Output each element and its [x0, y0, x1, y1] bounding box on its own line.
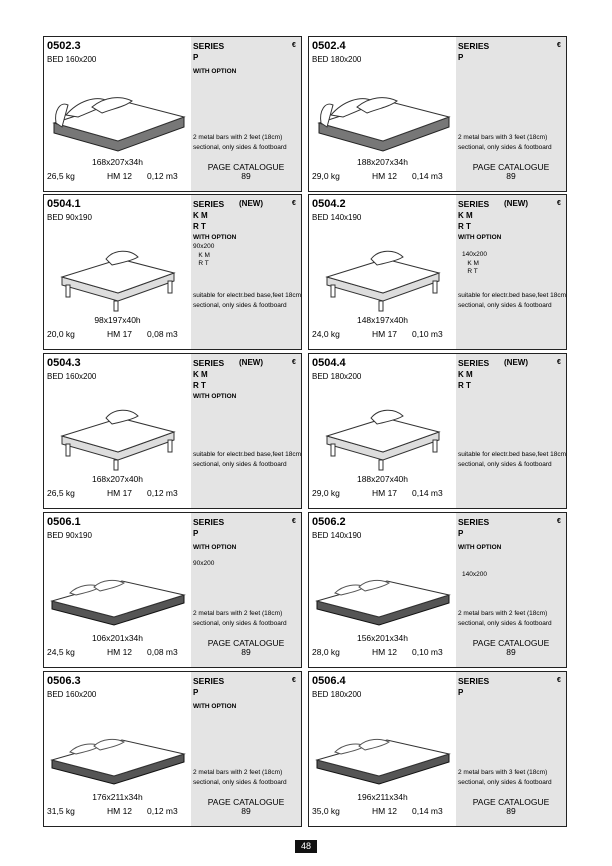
page-catalogue-label: PAGE CATALOGUE	[472, 638, 550, 648]
hm-code: HM 12	[372, 171, 398, 181]
dimensions: 168x207x40h	[91, 474, 144, 484]
weight: 28,0 kg	[312, 647, 340, 657]
product-description: BED 180x200	[312, 372, 362, 381]
volume: 0,14 m3	[412, 488, 443, 498]
hm-code: HM 12	[372, 806, 398, 816]
new-badge: (NEW)	[239, 199, 263, 208]
volume: 0,08 m3	[147, 647, 178, 657]
product-note: 2 metal bars with 3 feet (18cm) sectional, only sides & footboard	[458, 769, 552, 786]
low-platform-bed-icon	[48, 547, 188, 631]
page-catalogue-number: 89	[506, 171, 516, 181]
volume: 0,14 m3	[412, 171, 443, 181]
page-catalogue	[191, 163, 301, 181]
product-description: BED 90x190	[47, 213, 92, 222]
product-note: 2 metal bars with 2 feet (18cm) sectional, only sides & footboard	[193, 610, 287, 627]
volume: 0,10 m3	[412, 647, 443, 657]
dimensions: 176x211x34h	[92, 792, 143, 802]
product-card	[43, 36, 302, 192]
product-code: 0504.4	[312, 357, 346, 369]
page-catalogue	[191, 798, 301, 816]
dimensions: 156x201x34h	[356, 633, 409, 643]
product-card	[43, 194, 302, 350]
series-codes: P	[458, 53, 464, 62]
weight: 29,0 kg	[312, 488, 340, 498]
product-card	[43, 671, 302, 827]
option-label: WITH OPTION	[193, 234, 237, 241]
dimensions: 188x207x34h	[356, 157, 409, 167]
euro-sign: €	[557, 677, 561, 684]
page-catalogue-number: 89	[506, 806, 516, 816]
new-badge: (NEW)	[504, 199, 528, 208]
series-codes: P	[458, 688, 464, 697]
bed-on-legs-icon	[48, 229, 188, 313]
product-code: 0506.1	[47, 516, 81, 528]
product-description: BED 160x200	[47, 55, 97, 64]
weight: 26,5 kg	[47, 171, 75, 181]
series-label: SERIES	[193, 517, 225, 527]
series-codes: K M R T	[458, 211, 473, 231]
product-card	[308, 36, 567, 192]
euro-sign: €	[292, 42, 296, 49]
product-note: 2 metal bars with 3 feet (18cm) sectional, only sides & footboard	[458, 134, 552, 151]
new-badge: (NEW)	[504, 358, 528, 367]
series-codes: K M R T	[458, 370, 473, 390]
dimensions: 106x201x34h	[91, 633, 144, 643]
bed-on-legs-icon	[313, 229, 453, 313]
euro-sign: €	[557, 200, 561, 207]
page-catalogue-label: PAGE CATALOGUE	[207, 162, 285, 172]
volume: 0,12 m3	[147, 171, 178, 181]
series-codes: P	[458, 529, 464, 538]
product-code: 0502.3	[47, 40, 81, 52]
option-values: 140x200 K M R T	[462, 251, 487, 275]
weight: 29,0 kg	[312, 171, 340, 181]
product-description: BED 160x200	[47, 372, 97, 381]
bed-on-legs-icon	[313, 388, 453, 472]
product-code: 0504.3	[47, 357, 81, 369]
dimensions: 98x197x40h	[94, 315, 141, 325]
series-label: SERIES	[193, 358, 225, 368]
euro-sign: €	[292, 200, 296, 207]
hm-code: HM 17	[372, 329, 398, 339]
series-label: SERIES	[458, 41, 490, 51]
euro-sign: €	[557, 518, 561, 525]
hm-code: HM 12	[107, 806, 133, 816]
bed-with-pillows-icon	[48, 71, 188, 155]
page-catalogue-label: PAGE CATALOGUE	[472, 162, 550, 172]
option-label: WITH OPTION	[193, 703, 237, 710]
series-codes: P	[193, 53, 199, 62]
weight: 24,0 kg	[312, 329, 340, 339]
bed-with-pillows-icon	[313, 71, 453, 155]
product-note: suitable for electr.bed base,feet 18cm sectional, only sides & footboard	[458, 292, 567, 309]
new-badge: (NEW)	[239, 358, 263, 367]
euro-sign: €	[292, 359, 296, 366]
euro-sign: €	[292, 677, 296, 684]
weight: 35,0 kg	[312, 806, 340, 816]
low-platform-bed-icon	[48, 706, 188, 790]
dimensions: 168x207x34h	[91, 157, 144, 167]
product-code: 0506.3	[47, 675, 81, 687]
product-card	[308, 512, 567, 668]
page-catalogue-label: PAGE CATALOGUE	[207, 797, 285, 807]
page-catalogue	[456, 163, 566, 181]
page-catalogue-label: PAGE CATALOGUE	[207, 638, 285, 648]
series-label: SERIES	[458, 199, 490, 209]
option-label: WITH OPTION	[193, 393, 237, 400]
volume: 0,12 m3	[147, 488, 178, 498]
hm-code: HM 17	[107, 488, 133, 498]
dimensions: 188x207x40h	[356, 474, 409, 484]
product-description: BED 180x200	[312, 690, 362, 699]
option-label: WITH OPTION	[458, 234, 502, 241]
product-code: 0502.4	[312, 40, 346, 52]
euro-sign: €	[292, 518, 296, 525]
page-catalogue-number: 89	[506, 647, 516, 657]
option-values: 140x200	[462, 571, 487, 578]
dimensions: 196x211x34h	[357, 792, 408, 802]
low-platform-bed-icon	[313, 547, 453, 631]
option-values: 90x200 K M R T	[193, 243, 215, 267]
weight: 20,0 kg	[47, 329, 75, 339]
page-catalogue-number: 89	[241, 171, 251, 181]
option-label: WITH OPTION	[193, 544, 237, 551]
product-description: BED 140x190	[312, 531, 362, 540]
series-codes: P	[193, 529, 199, 538]
page-catalogue-number: 89	[241, 647, 251, 657]
page-catalogue-number: 89	[241, 806, 251, 816]
product-code: 0506.2	[312, 516, 346, 528]
product-note: 2 metal bars with 2 feet (18cm) sectional, only sides & footboard	[193, 769, 287, 786]
product-note: 2 metal bars with 2 feet (18cm) sectional, only sides & footboard	[458, 610, 552, 627]
option-label: WITH OPTION	[193, 68, 237, 75]
series-codes: K M R T	[193, 370, 208, 390]
series-codes: P	[193, 688, 199, 697]
series-label: SERIES	[458, 517, 490, 527]
product-code: 0504.2	[312, 198, 346, 210]
option-label: WITH OPTION	[458, 544, 502, 551]
product-code: 0506.4	[312, 675, 346, 687]
volume: 0,08 m3	[147, 329, 178, 339]
hm-code: HM 12	[107, 171, 133, 181]
option-values: 90x200	[193, 560, 215, 567]
low-platform-bed-icon	[313, 706, 453, 790]
product-note: suitable for electr.bed base,feet 18cm sectional, only sides & footboard	[458, 451, 567, 468]
product-card	[43, 353, 302, 509]
weight: 26,5 kg	[47, 488, 75, 498]
product-description: BED 90x190	[47, 531, 92, 540]
euro-sign: €	[557, 42, 561, 49]
product-description: BED 160x200	[47, 690, 97, 699]
product-card	[308, 353, 567, 509]
page-catalogue-label: PAGE CATALOGUE	[472, 797, 550, 807]
product-description: BED 140x190	[312, 213, 362, 222]
dimensions: 148x197x40h	[356, 315, 409, 325]
weight: 24,5 kg	[47, 647, 75, 657]
series-label: SERIES	[193, 41, 225, 51]
product-card	[308, 194, 567, 350]
product-description: BED 180x200	[312, 55, 362, 64]
hm-code: HM 17	[107, 329, 133, 339]
product-note: 2 metal bars with 2 feet (18cm) sectional, only sides & footboard	[193, 134, 287, 151]
hm-code: HM 17	[372, 488, 398, 498]
volume: 0,14 m3	[412, 806, 443, 816]
product-note: suitable for electr.bed base,feet 18cm sectional, only sides & footboard	[193, 451, 302, 468]
product-card	[308, 671, 567, 827]
product-code: 0504.1	[47, 198, 81, 210]
euro-sign: €	[557, 359, 561, 366]
bed-on-legs-icon	[48, 388, 188, 472]
product-note: suitable for electr.bed base,feet 18cm sectional, only sides & footboard	[193, 292, 302, 309]
page-number: 48	[295, 840, 317, 853]
product-card	[43, 512, 302, 668]
series-codes: K M R T	[193, 211, 208, 231]
weight: 31,5 kg	[47, 806, 75, 816]
hm-code: HM 12	[372, 647, 398, 657]
series-label: SERIES	[458, 676, 490, 686]
volume: 0,10 m3	[412, 329, 443, 339]
series-label: SERIES	[193, 676, 225, 686]
series-label: SERIES	[193, 199, 225, 209]
volume: 0,12 m3	[147, 806, 178, 816]
series-label: SERIES	[458, 358, 490, 368]
hm-code: HM 12	[107, 647, 133, 657]
page-catalogue	[456, 639, 566, 657]
page-catalogue	[191, 639, 301, 657]
page-catalogue	[456, 798, 566, 816]
